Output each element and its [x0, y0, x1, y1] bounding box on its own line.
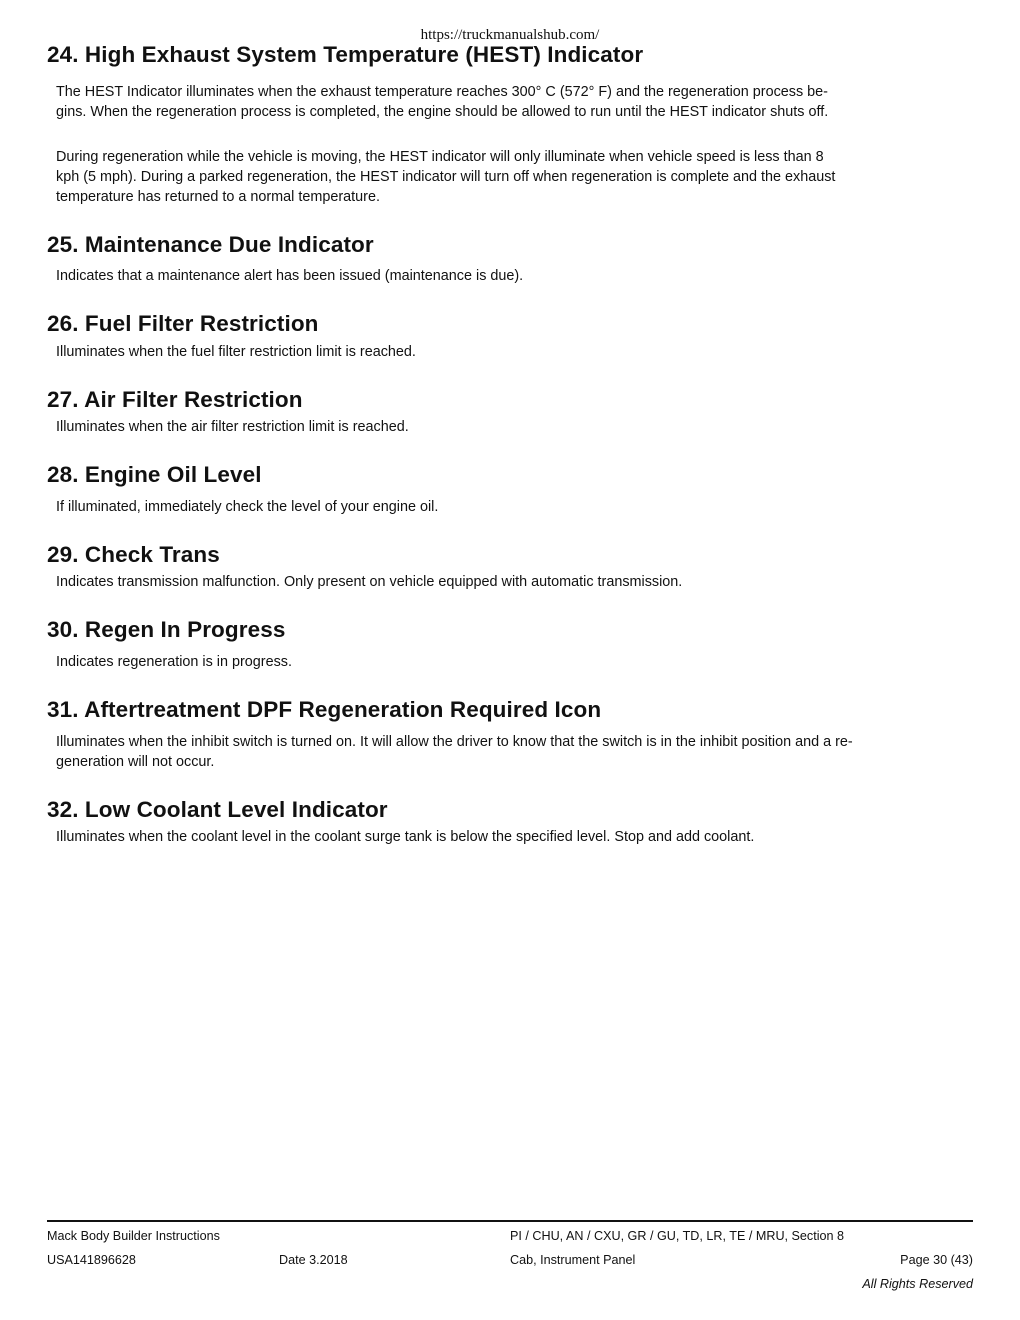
section-fuel-filter — [47, 309, 927, 362]
paragraph-line: Indicates regeneration is in progress. — [56, 654, 292, 670]
section-heading: 26. Fuel Filter Restriction — [47, 311, 319, 336]
footer-doc-id: USA141896628 — [47, 1253, 136, 1267]
section-maintenance-due — [47, 230, 927, 286]
footer-title: Mack Body Builder Instructions — [47, 1229, 220, 1243]
section-low-coolant — [47, 795, 927, 847]
page-footer — [47, 1220, 973, 1291]
section-dpf-regeneration — [47, 695, 927, 772]
footer-models: PI / CHU, AN / CXU, GR / GU, TD, LR, TE / MRU, Section 8 — [510, 1229, 845, 1243]
header-url: https://truckmanualshub.com/ — [420, 27, 600, 43]
section-heading: 28. Engine Oil Level — [47, 462, 262, 487]
footer-rule — [47, 1220, 973, 1222]
paragraph-line: Indicates that a maintenance alert has been issued (maintenance is due). — [56, 268, 524, 284]
section-heading: 32. Low Coolant Level Indicator — [47, 797, 388, 822]
paragraph-line: If illuminated, immediately check the level of your engine oil. — [56, 499, 439, 515]
document-body — [47, 40, 927, 847]
paragraph-line: gins. When the regeneration process is completed, the engine should be allowed to run until the HEST indicator shuts off. — [56, 104, 829, 120]
paragraph-line: Illuminates when the coolant level in the coolant surge tank is below the specified level. Stop and add coolant. — [56, 829, 755, 845]
section-heading: 24. High Exhaust System Temperature (HEST) Indicator — [47, 42, 644, 67]
section-heading: 31. Aftertreatment DPF Regeneration Required Icon — [47, 697, 602, 722]
footer-subject: Cab, Instrument Panel — [510, 1253, 636, 1267]
section-hest-indicator — [47, 40, 927, 207]
paragraph-line: temperature has returned to a normal temperature. — [56, 189, 380, 205]
section-heading: 30. Regen In Progress — [47, 617, 286, 642]
section-heading: 29. Check Trans — [47, 542, 220, 567]
section-air-filter — [47, 385, 927, 437]
paragraph-line: generation will not occur. — [56, 754, 215, 770]
section-check-trans — [47, 540, 927, 592]
footer-page-number: Page 30 (43) — [900, 1253, 973, 1267]
section-heading: 25. Maintenance Due Indicator — [47, 232, 374, 257]
footer-rights: All Rights Reserved — [862, 1277, 973, 1291]
paragraph-line: Illuminates when the inhibit switch is turned on. It will allow the driver to know that the switch is in the inhibit position and a re- — [56, 734, 853, 750]
paragraph-line: Illuminates when the fuel filter restriction limit is reached. — [56, 344, 416, 360]
footer-date: Date 3.2018 — [279, 1253, 348, 1267]
paragraph-line: The HEST Indicator illuminates when the exhaust temperature reaches 300° C (572° F) and the regeneration process be- — [56, 84, 828, 100]
paragraph-line: During regeneration while the vehicle is moving, the HEST indicator will only illuminate when vehicle speed is less than 8 — [56, 149, 824, 165]
section-engine-oil — [47, 460, 927, 517]
paragraph-line: kph (5 mph). During a parked regeneration, the HEST indicator will turn off when regeneration is complete and the exhaust — [56, 169, 836, 185]
paragraph-line: Indicates transmission malfunction. Only present on vehicle equipped with automatic transmission. — [56, 574, 683, 590]
section-regen-in-progress — [47, 615, 927, 672]
section-heading: 27. Air Filter Restriction — [47, 387, 303, 412]
paragraph-line: Illuminates when the air filter restriction limit is reached. — [56, 419, 409, 435]
